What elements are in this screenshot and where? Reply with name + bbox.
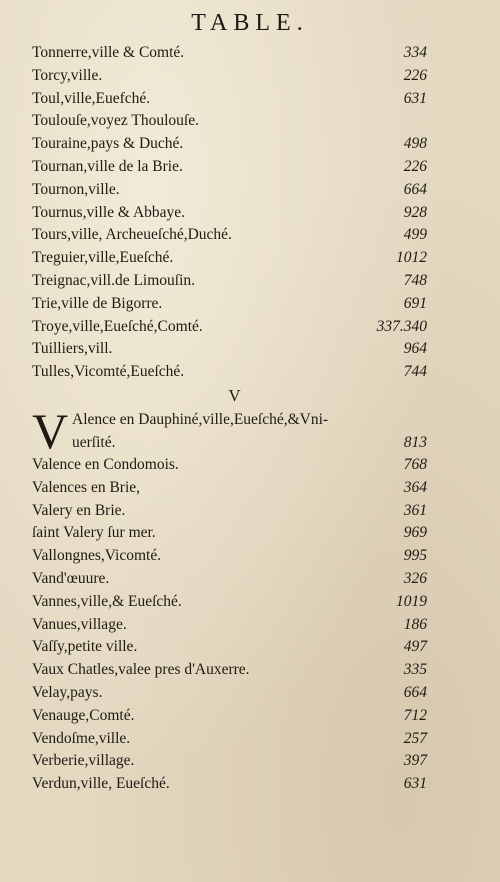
entry-name: Tournan,ville de la Brie. — [32, 157, 183, 175]
drop-entry-page: 813 — [403, 433, 427, 451]
index-entry — [32, 454, 427, 477]
entry-page-number: 397 — [403, 752, 427, 770]
entry-name: ſaint Valery ſur mer. — [32, 524, 156, 542]
index-entries — [32, 42, 427, 796]
entry-name: Velay,pays. — [32, 683, 103, 701]
drop-entry-line-2 — [72, 431, 427, 454]
entry-page-number: 748 — [403, 271, 427, 289]
entry-page-number: 1019 — [396, 592, 427, 610]
entry-page-number: 744 — [403, 363, 427, 381]
index-entry — [32, 477, 427, 500]
entry-page-number: 499 — [403, 226, 427, 244]
index-entry — [32, 293, 427, 316]
entry-page-number: 691 — [403, 294, 427, 312]
index-entry — [32, 202, 427, 225]
index-entry — [32, 247, 427, 270]
entries-after-section — [32, 454, 427, 796]
entry-name: Vannes,ville,& Eueſché. — [32, 592, 182, 610]
index-entry — [32, 316, 427, 339]
entry-page-number: 364 — [403, 478, 427, 496]
index-entry — [32, 361, 427, 384]
entry-page-number: 1012 — [396, 249, 427, 267]
index-entry — [32, 88, 427, 111]
entry-name: Tonnerre,ville & Comté. — [32, 44, 185, 61]
entry-name: Verdun,ville, Eueſché. — [32, 775, 170, 793]
entry-name: Vallongnes,Vicomté. — [32, 547, 162, 565]
index-entry — [32, 705, 427, 728]
index-entry — [32, 659, 427, 682]
entry-page-number: 226 — [403, 66, 427, 84]
entry-name: Tulles,Vicomté,Eueſché. — [32, 363, 185, 381]
drop-entry-line-1: Alence en Dauphiné,ville,Eueſché,&Vni- — [72, 410, 329, 428]
index-entry — [32, 133, 427, 156]
index-entry — [32, 338, 427, 361]
index-entry — [32, 110, 427, 133]
index-entry — [32, 773, 427, 796]
index-entry — [32, 591, 427, 614]
index-entry — [32, 728, 427, 751]
entry-page-number: 631 — [403, 775, 427, 793]
entry-name: Vaux Chatles,valee pres d'Auxerre. — [32, 661, 250, 679]
entries-before-section — [32, 42, 427, 384]
entry-name: Vendoſme,ville. — [32, 729, 131, 747]
entry-page-number: 361 — [403, 501, 427, 519]
index-entry — [32, 224, 427, 247]
entry-name: Tours,ville, Archeueſché,Duché. — [32, 226, 232, 244]
entry-name: Treguier,ville,Eueſché. — [32, 249, 174, 267]
index-entry — [32, 636, 427, 659]
entry-page-number: 257 — [403, 729, 427, 747]
index-entry — [32, 682, 427, 705]
index-entry — [32, 42, 427, 65]
index-entry — [32, 750, 427, 773]
entry-page-number: 498 — [403, 135, 427, 153]
entry-name: Tournon,ville. — [32, 180, 120, 198]
entry-name: Tuilliers,vill. — [32, 340, 113, 358]
entry-name: Torcy,ville. — [32, 66, 103, 84]
page-header: TABLE. — [191, 10, 309, 36]
entry-name: Toulouſe,voyez Thoulouſe. — [32, 112, 199, 130]
entry-name: Verberie,village. — [32, 752, 135, 770]
entry-name: Treignac,vill.de Limouſin. — [32, 271, 196, 289]
entry-page-number: 928 — [403, 203, 427, 221]
index-entry — [32, 545, 427, 568]
index-entry — [32, 156, 427, 179]
entry-page-number: 712 — [403, 706, 427, 724]
entry-page-number: 186 — [403, 615, 427, 633]
index-entry — [32, 522, 427, 545]
entry-name: Troye,ville,Eueſché,Comté. — [32, 317, 203, 335]
entry-page-number: 964 — [403, 340, 427, 358]
entry-page-number: 768 — [403, 455, 427, 473]
index-entry — [32, 568, 427, 591]
entry-name: Valery en Brie. — [32, 501, 126, 519]
drop-cap-entry — [32, 402, 427, 459]
entry-page-number: 995 — [403, 547, 427, 565]
entry-name: Valences en Brie, — [32, 478, 141, 496]
index-entry — [32, 65, 427, 88]
entry-name: Touraine,pays & Duché. — [32, 135, 184, 153]
index-entry — [32, 179, 427, 202]
entry-page-number: 664 — [403, 180, 427, 198]
entry-name: Tournus,ville & Abbaye. — [32, 203, 186, 221]
entry-page-number: 631 — [403, 89, 427, 107]
entry-name: Vanues,village. — [32, 615, 127, 633]
entry-page-number: 226 — [403, 157, 427, 175]
section-letter-heading: V — [228, 385, 241, 405]
entry-page-number: 334 — [403, 44, 427, 61]
index-entry — [32, 614, 427, 637]
entry-name: Valence en Condomois. — [32, 455, 179, 473]
entry-page-number: 335 — [403, 661, 427, 679]
entry-page-number: 664 — [403, 683, 427, 701]
drop-entry-name-end: uerſité. — [72, 433, 116, 451]
entry-page-number: 337.340 — [376, 317, 427, 335]
entry-name: Venauge,Comté. — [32, 706, 135, 724]
entry-page-number: 969 — [403, 524, 427, 542]
entry-page-number: 497 — [403, 638, 427, 656]
entry-name: Vand'œuure. — [32, 569, 110, 587]
drop-cap-letter: V — [32, 402, 69, 459]
index-entry — [32, 270, 427, 293]
index-entry — [32, 500, 427, 523]
entry-name: Trie,ville de Bigorre. — [32, 294, 163, 312]
entry-name: Toul,ville,Euefché. — [32, 89, 151, 107]
entry-name: Vaſſy,petite ville. — [32, 638, 138, 656]
entry-page-number: 326 — [403, 569, 427, 587]
